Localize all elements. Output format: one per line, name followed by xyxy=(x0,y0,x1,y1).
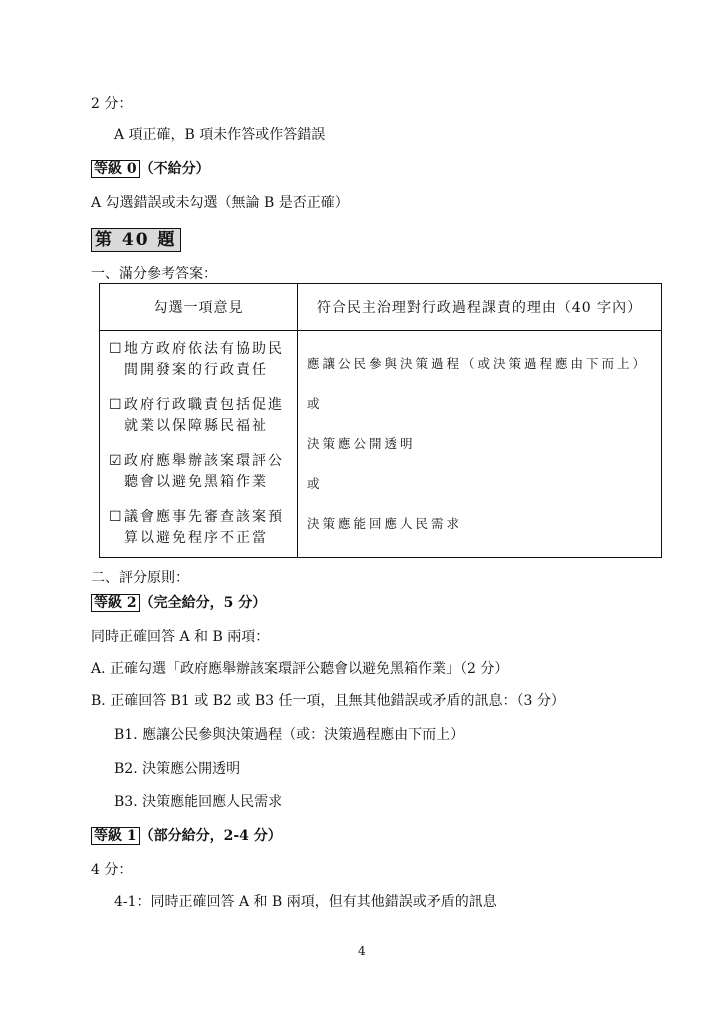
option-3 xyxy=(109,451,296,493)
item-b2: B2. 決策應公開透明 xyxy=(114,761,241,777)
item-b: B. 正確回答 B1 或 B2 或 B3 任一項，且無其他錯誤或矛盾的訊息：（3 分） xyxy=(91,693,565,709)
reason-or-1: 或 xyxy=(307,396,323,411)
option-1 xyxy=(109,339,296,381)
header-right: 符合民主治理對行政過程課責的理由（40 字內） xyxy=(298,284,662,331)
score-2-detail: A 項正確，B 項未作答或作答錯誤 xyxy=(114,127,326,143)
section-2-heading: 二、評分原則： xyxy=(91,570,189,586)
question-title-label: 第 40 題 xyxy=(91,228,181,252)
level-2-label: 等級 2 xyxy=(91,594,140,612)
item-b1: B1. 應讓公民參與決策過程（或：決策過程應由下而上） xyxy=(114,727,465,743)
checkbox-icon: ☐ xyxy=(109,397,124,413)
level-0-label: 等級 0 xyxy=(91,160,140,178)
level-2-heading xyxy=(91,592,266,612)
score-4-heading: 4 分： xyxy=(91,862,133,878)
options-cell xyxy=(100,331,298,558)
item-b3: B3. 決策應能回應人民需求 xyxy=(114,794,283,810)
checkbox-icon: ☐ xyxy=(109,341,124,357)
option-1-text: 地方政府依法有協助民間開發案的行政責任 xyxy=(124,341,284,378)
option-4-text: 議會應事先審查該案預算以避免程序不正當 xyxy=(124,509,284,546)
option-4 xyxy=(109,507,296,549)
option-2-text: 政府行政職責包括促進就業以保障縣民福祉 xyxy=(124,397,284,434)
checkbox-icon: ☐ xyxy=(109,509,124,525)
answer-table xyxy=(99,283,662,558)
reasons-cell xyxy=(298,331,662,558)
reason-2: 決策應公開透明 xyxy=(307,436,416,451)
option-2 xyxy=(109,395,296,437)
score-4-1: 4-1：同時正確回答 A 和 B 兩項，但有其他錯誤或矛盾的訊息 xyxy=(114,894,497,910)
level-0-detail: A 勾選錯誤或未勾選（無論 B 是否正確） xyxy=(91,195,349,211)
level-0-note: （不給分） xyxy=(139,161,210,177)
level-0-heading xyxy=(91,158,210,178)
section-1-heading: 一、滿分參考答案： xyxy=(91,266,217,282)
checked-checkbox-icon: ☑ xyxy=(109,453,124,469)
question-title xyxy=(91,225,181,250)
item-a: A. 正確勾選「政府應舉辦該案環評公聽會以避免黑箱作業」（2 分） xyxy=(91,661,509,677)
header-left: 勾選一項意見 xyxy=(100,284,298,331)
score-2-heading: 2 分： xyxy=(91,96,133,112)
page-number: 4 xyxy=(358,944,366,958)
reason-3: 決策應能回應人民需求 xyxy=(307,516,463,531)
level-1-heading xyxy=(91,825,282,845)
answer-table-body xyxy=(100,331,662,558)
level-1-label: 等級 1 xyxy=(91,827,140,845)
level-1-note: （部分給分，2-4 分） xyxy=(139,828,282,844)
reason-1: 應讓公民參與決策過程（或決策過程應由下而上） xyxy=(307,356,649,371)
both-correct-line: 同時正確回答 A 和 B 兩項： xyxy=(91,629,270,645)
option-3-text: 政府應舉辦該案環評公聽會以避免黑箱作業 xyxy=(124,453,284,490)
reason-or-2: 或 xyxy=(307,476,323,491)
level-2-note: （完全給分，5 分） xyxy=(139,595,267,611)
answer-table-header xyxy=(100,284,662,331)
